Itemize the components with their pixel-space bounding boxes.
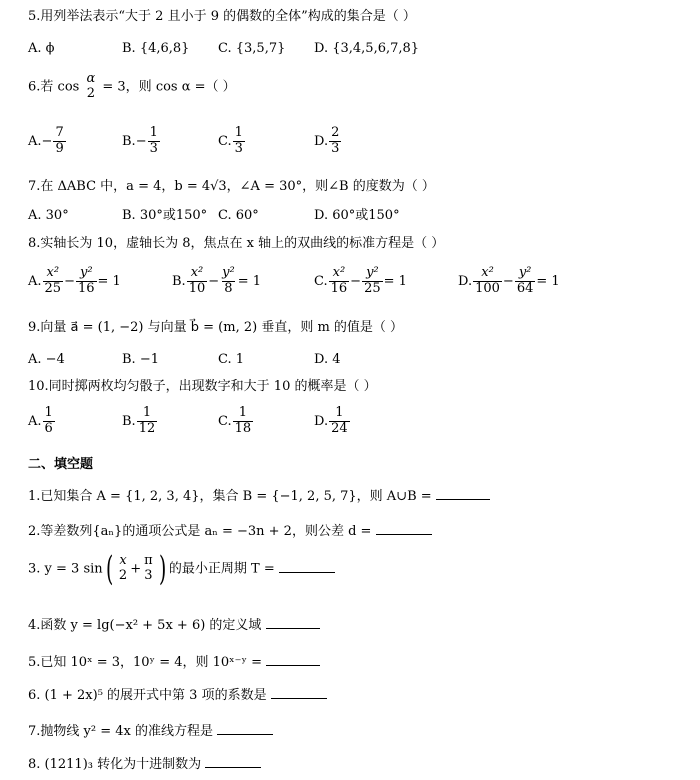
fraction-denominator: 3 [144, 568, 153, 583]
fraction-denominator: 10 [188, 280, 206, 296]
fraction-numerator: y² [79, 265, 93, 280]
answer-blank[interactable] [279, 560, 335, 573]
option-letter: D. [458, 273, 473, 289]
fill-question-4 [28, 616, 320, 632]
fraction-numerator: α [86, 71, 96, 86]
fraction-numerator: x² [46, 265, 60, 280]
option-letter: A. [28, 133, 42, 149]
question-6-suffix: = 3，则 cos α =（ ） [102, 79, 236, 95]
option-letter: C. [314, 273, 328, 289]
x-term [43, 266, 64, 297]
fraction-numerator: 1 [149, 125, 158, 140]
right-paren: ) [158, 549, 166, 589]
fraction-denominator: 25 [44, 280, 62, 296]
equals-one: = 1 [237, 273, 261, 289]
fill-question-7 [28, 722, 273, 738]
fill-question-6 [28, 686, 327, 702]
fraction-numerator: y² [366, 265, 379, 280]
option-fraction [148, 126, 160, 157]
plus-sign: + [130, 561, 142, 577]
fraction-denominator: 6 [44, 420, 53, 436]
section-heading-fill-in: 二、填空题 [28, 457, 94, 472]
fill-question-1-text: 1.已知集合 A = {1, 2, 3, 4}，集合 B = {−1, 2, 5, 7}，则 A∪B = [28, 489, 432, 504]
fill-question-2-text: 2.等差数列{aₙ}的通项公式是 aₙ = −3n + 2，则公差 d = [28, 524, 372, 539]
fill-question-5-text: 5.已知 10ˣ = 3，10ʸ = 4，则 10ˣ⁻ʸ = [28, 655, 263, 670]
question-10-option-b [122, 406, 158, 437]
question-8-option-b: B. $\frac{\text{x²}}{10}$ − $\frac{\text{y²}}{8}$ = 1 [172, 265, 261, 296]
y-term [362, 266, 383, 297]
question-5-option-d: D. {3,4,5,6,7,8} [314, 41, 420, 56]
question-9-option-a: A. −4 [28, 352, 65, 367]
option-letter: C. [218, 133, 232, 149]
fraction-denominator: 18 [234, 420, 252, 436]
question-7-option-d: D. 60°或150° [314, 208, 400, 223]
y-term [220, 266, 237, 297]
fraction-numerator: 1 [238, 405, 248, 420]
question-9-option-b: B. −1 [122, 352, 159, 367]
fraction-numerator: x² [332, 265, 346, 280]
answer-blank[interactable] [271, 686, 327, 699]
fraction-denominator: 12 [138, 420, 156, 436]
fraction-denominator: 3 [234, 140, 243, 156]
option-fraction [43, 406, 55, 437]
question-9-option-d: D. 4 [314, 352, 341, 367]
y-term [515, 266, 536, 297]
fraction-numerator: x² [190, 265, 204, 280]
fraction-numerator: 1 [142, 405, 152, 420]
question-10-stem: 10.同时掷两枚均匀骰子，出现数字和大于 10 的概率是（ ） [28, 379, 377, 394]
question-5-option-a: A. ϕ [28, 41, 55, 56]
option-sign: − [135, 133, 147, 149]
question-7-option-a: A. 30° [28, 208, 69, 223]
fraction-numerator: x² [481, 265, 494, 280]
question-5-option-b: B. {4,6,8} [122, 41, 190, 56]
fraction-denominator: 3 [149, 140, 158, 156]
question-7-option-b: B. 30°或150° [122, 208, 208, 223]
question-5-stem: 5.用列举法表示“大于 2 且小于 9 的偶数的全体”构成的集合是（ ） [28, 9, 416, 24]
fraction-denominator: 24 [331, 420, 348, 436]
equals-one: = 1 [536, 273, 560, 289]
option-letter: D. [314, 133, 329, 149]
option-letter: C. [218, 413, 232, 429]
fraction-numerator: x [119, 553, 127, 569]
fraction-numerator: y² [518, 265, 532, 280]
option-fraction [53, 126, 65, 157]
question-8-option-a: A. $\frac{\text{x²}}{25}$ − $\frac{\text{y²}}{16}$ = 1 [28, 265, 121, 296]
fill-question-5 [28, 653, 320, 669]
fraction-numerator: 1 [335, 405, 344, 420]
question-8-option-c: C. $\frac{\text{x²}}{16}$ − $\frac{\text{y²}}{25}$ = 1 [314, 265, 407, 296]
question-6-option-d [314, 126, 342, 157]
equals-one: = 1 [383, 273, 407, 289]
fraction-denominator: 100 [475, 280, 500, 296]
answer-blank[interactable] [376, 522, 432, 535]
question-8-stem: 8.实轴长为 10，虚轴长为 8，焦点在 x 轴上的双曲线的标准方程是（ ） [28, 236, 445, 251]
question-8-option-d: D. $\frac{\text{x²}}{100}$ − $\frac{\text{y²}}{64}$ = 1 [458, 265, 560, 296]
fraction-numerator: 1 [234, 125, 243, 140]
question-10-option-d [314, 406, 351, 437]
option-letter: A. [28, 413, 42, 429]
answer-blank[interactable] [266, 653, 320, 666]
answer-blank[interactable] [205, 755, 261, 768]
question-7-option-c: C. 60° [218, 208, 259, 223]
option-letter: B. [122, 133, 136, 149]
option-fraction [233, 406, 254, 437]
fraction-denominator: 16 [77, 280, 95, 296]
x-term [473, 266, 502, 297]
answer-blank[interactable] [266, 616, 320, 629]
answer-blank[interactable] [436, 487, 490, 500]
left-paren: ( [105, 549, 113, 589]
fraction-numerator: 2 [331, 125, 340, 140]
fraction-denominator: 25 [364, 280, 381, 296]
fill-question-2 [28, 522, 432, 538]
fill-question-8-text: 8. (1211)₃ 转化为十进制数为 [28, 757, 202, 772]
option-letter: B. [172, 273, 186, 289]
question-6-option-c [218, 126, 246, 157]
fraction-numerator: y² [222, 265, 235, 280]
fill-question-3-suffix: 的最小正周期 T = [168, 561, 275, 577]
fraction-numerator: π [144, 553, 153, 569]
fill-question-4-text: 4.函数 y = lg(−x² + 5x + 6) 的定义域 [28, 618, 262, 633]
fraction-denominator: 16 [330, 280, 348, 296]
fraction-denominator: 8 [224, 280, 233, 296]
fill-question-3 [28, 549, 335, 589]
fill-question-7-text: 7.抛物线 y² = 4x 的准线方程是 [28, 724, 213, 739]
question-6-option-b [122, 126, 161, 157]
option-fraction [329, 406, 350, 437]
option-sign: − [41, 133, 53, 149]
option-letter: A. [28, 273, 42, 289]
question-6-fraction [84, 72, 97, 102]
question-9-stem: 9.向量 a⃗ = (1, −2) 与向量 b⃗ = (m, 2) 垂直，则 m 的值是（ ） [28, 320, 404, 335]
fill-question-8 [28, 755, 261, 771]
x-term [329, 266, 350, 297]
fraction-denominator: 9 [55, 140, 64, 156]
option-letter: D. [314, 413, 329, 429]
fraction-x-over-2 [117, 554, 129, 584]
question-7-stem: 7.在 ΔABC 中，a = 4，b = 4√3，∠A = 30°，则∠B 的度数为（ ） [28, 179, 435, 194]
question-10-option-a [28, 406, 56, 437]
fraction-denominator: 2 [86, 85, 95, 101]
fill-question-1 [28, 487, 490, 503]
fill-question-6-text: 6. (1 + 2x)⁵ 的展开式中第 3 项的系数是 [28, 688, 267, 703]
answer-blank[interactable] [217, 722, 273, 735]
question-6-option-a [28, 126, 67, 157]
fraction-denominator: 64 [516, 280, 534, 296]
question-6-prefix: 6.若 cos [28, 79, 80, 95]
fraction-denominator: 3 [331, 140, 340, 156]
option-fraction [233, 126, 245, 157]
question-10-option-c [218, 406, 254, 437]
question-6-stem [28, 72, 236, 102]
fraction-numerator: 7 [55, 125, 64, 140]
question-5-option-c: C. {3,5,7} [218, 41, 286, 56]
question-9-option-c: C. 1 [218, 352, 245, 367]
option-fraction [137, 406, 158, 437]
fill-question-3-prefix: 3. y = 3 sin [28, 561, 103, 577]
fraction-denominator: 2 [118, 568, 128, 583]
option-letter: B. [122, 413, 136, 429]
fraction-pi-over-3 [142, 554, 155, 584]
fraction-numerator: 1 [44, 405, 53, 420]
y-term [76, 266, 97, 297]
option-fraction [329, 126, 341, 157]
x-term [187, 266, 208, 297]
equals-one: = 1 [97, 273, 121, 289]
